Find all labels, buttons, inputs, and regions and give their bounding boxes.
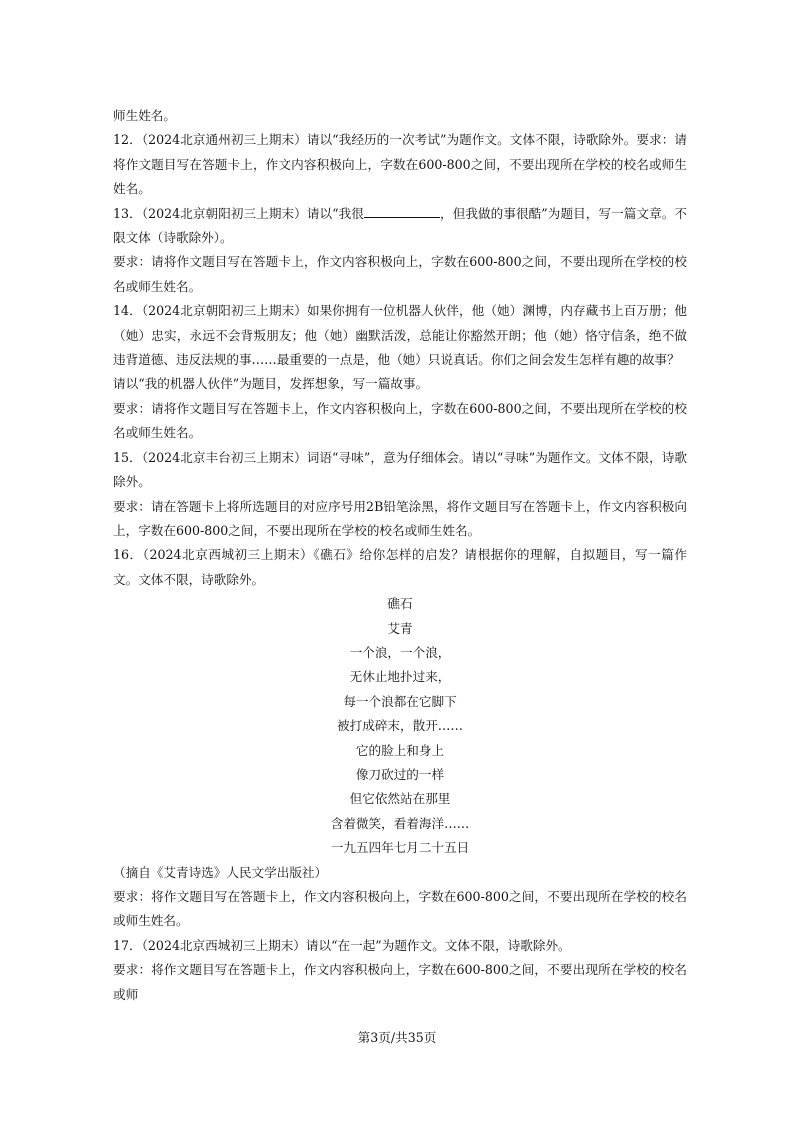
question-16: 16．（2024北京西城初三上期末）《礁石》给你怎样的启发？请根据你的理解，自拟题目，写一篇作文。文体不限，诗歌除外。: [113, 547, 687, 587]
continuation-text: 师生姓名。: [113, 108, 176, 123]
question-14: 14．（2024北京朝阳初三上期末）如果你拥有一位机器人伙伴，他（她）渊博，内存藏书上百万册；他（她）忠实，永远不会背叛朋友；他（她）幽默活泼，总能让你豁然开朗；他（她）恪守信条，绝不做违背道德、违反法规的事……最重要的一点是，他（她）只说真话。你们之间会发生怎样有趣的故事？: [113, 303, 687, 368]
question-15-requirement: 要求：请在答题卡上将所选题目的对应序号用2B铅笔涂黑，将作文题目写在答题卡上，作文内容积极向上，字数在600-800之间，不要出现所在学校的校名或师生姓名。: [113, 498, 687, 538]
question-13-after: ，但我做的事很酷”为题目，写一篇文章。不限文体（诗歌除外）。: [113, 205, 687, 246]
poem-date: 一九五四年七月二十五日: [330, 840, 470, 856]
poem-line: 含着微笑，看着海洋……: [330, 815, 470, 831]
question-17: 17．（2024北京西城初三上期末）请以“在一起”为题作文。文体不限，诗歌除外。: [113, 937, 571, 953]
question-12: 12．（2024北京通州初三上期末）请以“我经历的一次考试”为题作文。文体不限，诗歌除外。要求：请将作文题目写在答题卡上，作文内容积极向上，字数在600-800之间，不要出现所在学校的校名或师生姓名。: [113, 132, 687, 197]
poem-line: 它的脸上和身上: [355, 742, 445, 758]
poem-line: 被打成碎末，散开……: [337, 718, 463, 734]
fill-blank: [364, 203, 440, 218]
poem-line: 无休止地扑过来，: [349, 669, 451, 685]
question-13-before: 13．（2024北京朝阳初三上期末）请以“我很: [113, 205, 364, 221]
question-14-requirement: 要求：请将作文题目写在答题卡上，作文内容积极向上，字数在600-800之间，不要出现所在学校的校名或师生姓名。: [113, 400, 687, 441]
poem-title: 礁石: [387, 596, 413, 612]
poem-line: 但它依然站在那里: [349, 791, 451, 807]
poem-author: 艾青: [387, 620, 413, 636]
page-content: [113, 104, 687, 1007]
poem-line: 每一个浪都在它脚下: [343, 693, 457, 709]
question-13-requirement: 要求：请将作文题目写在答题卡上，作文内容积极向上，字数在600-800之间，不要出现所在学校的校名或师生姓名。: [113, 254, 687, 294]
question-16-requirement: 要求：将作文题目写在答题卡上，作文内容积极向上，字数在600-800之间，不要出现所在学校的校名或师生姓名。: [113, 889, 687, 929]
question-15: 15．（2024北京丰台初三上期末）词语“寻味”，意为仔细体会。请以“寻味”为题作文。文体不限，诗歌除外。: [113, 449, 687, 490]
question-17-requirement: 要求：将作文题目写在答题卡上，作文内容积极向上，字数在600-800之间，不要出现所在学校的校名或师: [113, 962, 687, 1002]
question-13: [113, 202, 687, 251]
poem-line: 像刀砍过的一样: [355, 766, 445, 782]
poem-line: 一个浪，一个浪，: [349, 644, 451, 660]
poem: [113, 592, 687, 860]
question-14-prompt: 请以“我的机器人伙伴”为题目，发挥想象，写一篇故事。: [113, 376, 429, 392]
page-number: 第3页/共35页: [357, 1030, 437, 1045]
poem-source: （摘自《艾青诗选》人民文学出版社）: [113, 864, 328, 880]
